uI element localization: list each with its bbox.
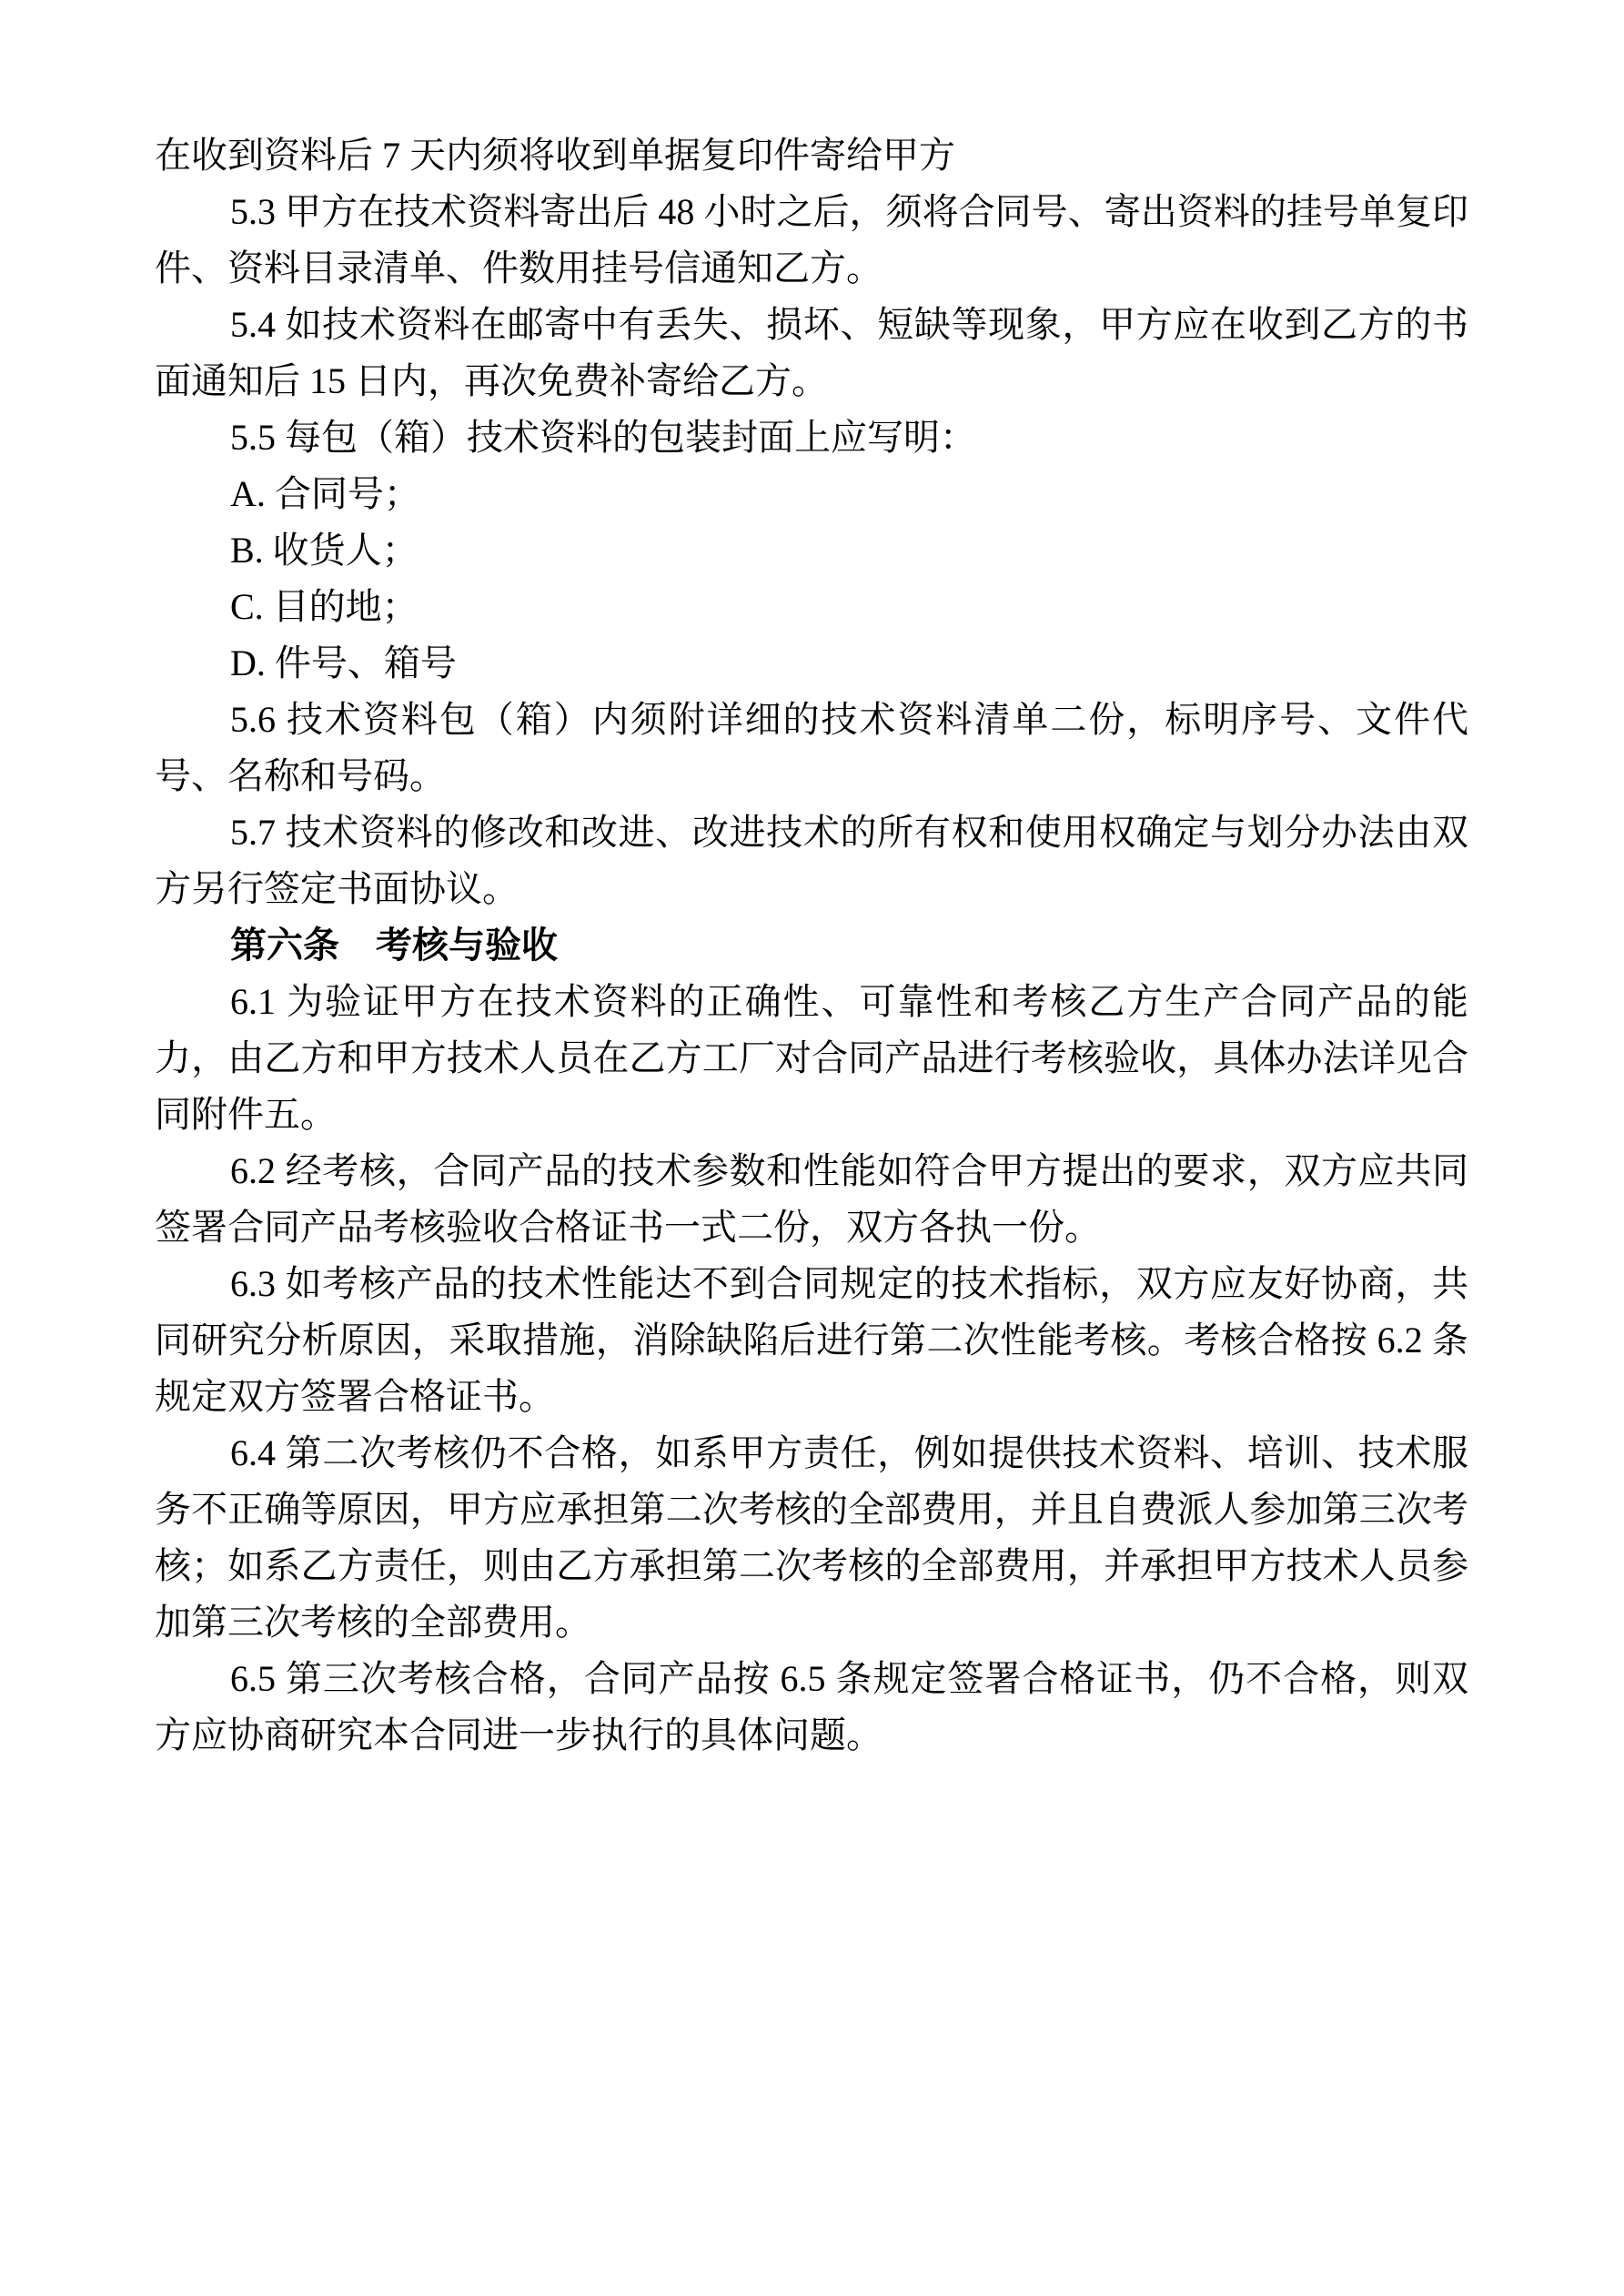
block-list-item: B. 收货人； [230, 530, 419, 571]
block-paragraph: 5.6 技术资料包（箱）内须附详细的技术资料清单二份，标明序号、文件代号、名称和号码。 [155, 699, 1468, 796]
block-list-item: C. 目的地； [230, 586, 419, 627]
block-paragraph: 5.5 每包（箱）技术资料的包装封面上应写明： [230, 417, 976, 458]
block-paragraph: 5.3 甲方在技术资料寄出后 48 小时之后，须将合同号、寄出资料的挂号单复印件、资料目录清单、件数用挂号信通知乙方。 [155, 191, 1468, 288]
block-paragraph: 6.3 如考核产品的技术性能达不到合同规定的技术指标，双方应友好协商，共同研究分析原因，采取措施，消除缺陷后进行第二次性能考核。考核合格按 6.2 条规定双方签署合格证书。 [155, 1263, 1468, 1417]
block-list-item: A. 合同号； [230, 473, 420, 514]
block-paragraph: 6.1 为验证甲方在技术资料的正确性、可靠性和考核乙方生产合同产品的能力，由乙方和甲方技术人员在乙方工厂对合同产品进行考核验收，具体办法详见合同附件五。 [155, 981, 1468, 1135]
block-paragraph: 6.5 第三次考核合格，合同产品按 6.5 条规定签署合格证书，仍不合格，则双方应协商研究本合同进一步执行的具体问题。 [155, 1658, 1468, 1755]
block-list-item: D. 件号、箱号 [230, 642, 457, 683]
block-paragraph: 6.2 经考核，合同产品的技术参数和性能如符合甲方提出的要求，双方应共同签署合同产品考核验收合格证书一式二份，双方各执一份。 [155, 1150, 1468, 1248]
block-paragraph: 6.4 第二次考核仍不合格，如系甲方责任，例如提供技术资料、培训、技术服务不正确等原因，甲方应承担第二次考核的全部费用，并且自费派人参加第三次考核；如系乙方责任，则由乙方承担第二次考核的全部费用，并承担甲方技术人员参加第三次考核的全部费用。 [155, 1432, 1468, 1643]
block-paragraph: 5.4 如技术资料在邮寄中有丢失、损坏、短缺等现象，甲方应在收到乙方的书面通知后 15 日内，再次免费补寄给乙方。 [155, 304, 1468, 401]
document-body [155, 127, 1468, 1764]
block-continuation: 在收到资料后 7 天内须将收到单据复印件寄给甲方 [155, 135, 955, 176]
block-heading: 第六条 考核与验收 [230, 925, 558, 966]
block-paragraph: 5.7 技术资料的修改和改进、改进技术的所有权和使用权确定与划分办法由双方另行签定书面协议。 [155, 812, 1468, 909]
